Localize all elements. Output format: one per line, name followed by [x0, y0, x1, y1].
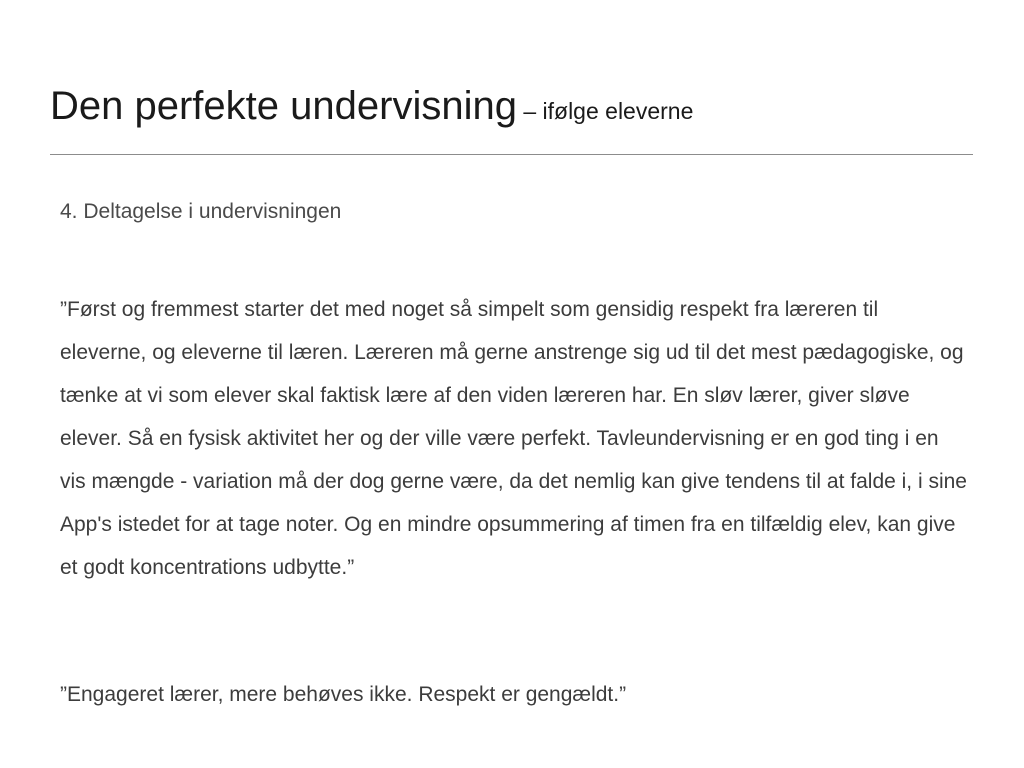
- student-quote-2: ”Engageret lærer, mere behøves ikke. Respekt er gengældt.”: [60, 683, 627, 706]
- slide-title-subtitle: – ifølge eleverne: [516, 98, 694, 124]
- student-quote-1: ”Først og fremmest starter det med noget så simpelt som gensidig respekt fra læreren til eleverne, og eleverne til læren. Læreren må gerne anstrenge sig ud til det mest pædagogiske, og tænke at vi som elever skal faktisk lære af den viden læreren har. En sløv lærer, giver sløve elever. Så en fysisk aktivitet her og der ville være perfekt. Tavleundervisning er en god ting i en vis mængde - variation må der dog gerne være, da det nemlig kan give tendens til at falde i, i sine App's istedet for at tage noter. Og en mindre opsummering af timen fra en tilfældig elev, kan give et godt koncentrations udbytte.”: [60, 298, 967, 579]
- section-heading: 4. Deltagelse i undervisningen: [60, 200, 342, 223]
- slide-title-main: Den perfekte undervisning: [50, 84, 517, 128]
- slide-title: [50, 82, 693, 130]
- title-divider: [50, 154, 973, 155]
